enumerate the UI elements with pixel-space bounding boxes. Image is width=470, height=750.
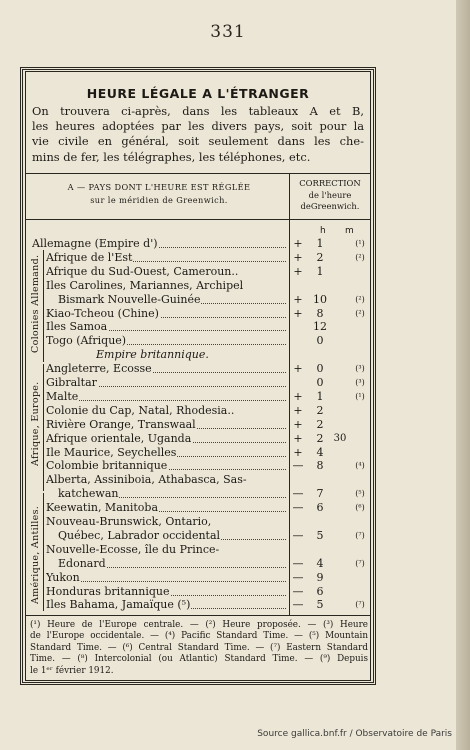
note-value: (⁴) [355,461,365,471]
footnote-line: de l'Europe occidentale. — (⁴) Pacific Standard Time. — (⁵) Mountain [30,631,368,642]
page-title: HEURE LÉGALE A L'ÉTRANGER [86,86,310,101]
country-label: Ile Maurice, Seychelles [46,445,177,459]
sign-value: — [292,459,304,473]
sign-value: + [293,431,303,445]
hours-value: 8 [316,306,324,320]
footnote-line: (¹) Heure de l'Europe centrale. — (²) Heure proposée. — (³) Heure [30,620,368,630]
country-label: Nouvelle-Ecosse, île du Prince- [46,542,220,556]
sign-value: — [292,528,304,542]
column-b-header-line: deGreenwich. [300,201,360,211]
sign-value: — [292,584,304,598]
sign-value: + [293,362,303,376]
group-bracket-colonies [43,249,44,362]
hours-value: 0 [316,362,324,376]
note-value: (⁷) [355,558,365,568]
sign-value: + [293,403,303,417]
sign-value: + [293,417,303,431]
hours-value: 9 [316,570,324,584]
country-label: Afrique du Sud-Ouest, Cameroun.. [46,264,239,278]
country-label: Alberta, Assiniboia, Athabasca, Sas- [46,473,247,487]
sign-value: — [292,487,304,501]
sign-value: — [292,598,304,612]
intro-line: mins de fer, les télégraphes, les téléphones, etc. [32,149,311,164]
side-label-afrique: Afrique, Europe. [30,381,41,466]
hours-value: 4 [316,556,324,570]
note-value: (⁷) [355,600,365,610]
country-label: Malte [46,389,79,403]
hours-value: 4 [316,445,324,459]
country-label: Gibraltar [46,376,97,389]
country-label: Colombie britannique [46,459,168,473]
minutes-unit-label: m [345,226,354,236]
country-label: Iles Bahama, Jamaïque (⁵) [46,598,191,612]
sign-value: + [293,292,303,306]
footnotes [30,620,368,677]
column-divider [289,173,290,615]
page-edge [456,0,470,750]
hours-value: 0 [316,376,324,389]
table-row [46,597,286,613]
group-bracket-afrique [43,364,44,491]
footnote-line: Standard Time. — (⁶) Central Standard Time. — (⁷) Eastern Standard [30,642,368,653]
hours-value: 1 [316,237,324,250]
country-label: Iles Carolines, Mariannes, Archipel [46,278,244,292]
intro-line: On trouvera ci-après, dans les tableaux A et B, [32,104,364,118]
country-label: Togo (Afrique) [46,334,127,348]
note-value: (³) [355,364,365,374]
note-value: (⁶) [355,503,365,513]
column-a-header-line: sur le méridien de Greenwich. [90,195,228,205]
country-label: Afrique de l'Est [46,250,133,264]
intro-line: les heures adoptées par les divers pays, soit pour la [32,119,364,134]
table-top-rule [25,173,371,174]
page-number: 331 [210,22,246,42]
country-label: Honduras britannique [46,584,170,598]
sign-value: + [293,237,303,250]
sign-value: + [293,306,303,320]
footnote-line: le 1ᵉʳ février 1912. [30,665,114,676]
hours-value: 0 [316,334,324,348]
country-label: Rivière Orange, Transwaal [46,417,196,431]
header-rule [25,219,371,220]
note-value: (²) [355,308,365,318]
country-label: katchewan [58,487,119,501]
country-label: Bismark Nouvelle-Guinée [58,292,201,306]
hours-value: 6 [316,501,324,515]
hours-value: 2 [316,403,324,417]
column-b-header-line: CORRECTION [299,178,361,188]
country-label: Kiao-Tcheou (Chine) [46,306,159,320]
note-value: (³) [355,378,365,387]
group-bracket-amerique [43,493,44,611]
intro-paragraph [32,104,364,165]
hours-value: 5 [316,528,324,542]
side-label-amerique: Amérique, Antilles. [30,505,41,604]
country-label: Edonard [58,556,106,570]
column-a-header [32,181,286,207]
note-value: (⁷) [355,530,365,540]
hours-value: 1 [316,389,324,403]
dot-leader [46,400,286,401]
hours-unit-label: h [320,226,326,236]
country-label: Nouveau-Brunswick, Ontario, [46,515,212,528]
hours-value: 8 [316,459,324,473]
hours-value: 7 [316,487,324,501]
note-value: (¹) [355,239,365,248]
note-value: (⁵) [355,489,365,499]
country-label: Keewatin, Manitoba [46,501,158,515]
note-value: (¹) [355,391,365,401]
sign-value: — [292,556,304,570]
country-label: Allemagne (Empire d') [32,237,158,250]
country-label: Empire britannique. [96,348,209,362]
hours-value: 2 [316,417,324,431]
sign-value: — [292,570,304,584]
country-label: Yukon [46,570,80,584]
footnote-line: Time. — (⁸) Intercolonial (ou Atlantic) Standard Time. — (⁹) Depuis [30,654,368,665]
hours-value: 2 [316,431,324,445]
column-b-header [290,178,370,213]
intro-line: vie civile en général, soit seulement dans les che- [32,134,364,149]
note-value: (²) [355,294,365,304]
hours-value: 10 [313,292,327,306]
hours-value: 6 [316,584,324,598]
hours-value: 12 [313,320,327,334]
sign-value: + [293,445,303,459]
hours-value: 1 [316,264,324,278]
side-label-colonies: Colonies Allemand. [30,254,41,353]
country-label: Afrique orientale, Uganda [46,431,192,445]
country-label: Québec, Labrador occidental [58,528,221,542]
sign-value: + [293,250,303,264]
dot-leader [46,581,286,582]
country-label: Iles Samoa [46,320,108,334]
sign-value: + [293,264,303,278]
source-credit: Source gallica.bnf.fr / Observatoire de Paris [257,729,452,739]
hours-value: 5 [316,598,324,612]
sign-value: — [292,501,304,515]
note-value: (²) [355,252,365,262]
country-label: Angleterre, Ecosse [46,362,152,376]
sign-value: + [293,389,303,403]
column-a-header-line: A — PAYS DONT L'HEURE EST RÉGLÉE [67,182,251,192]
minutes-value: 30 [333,432,347,444]
column-b-header-line: de l'heure [308,189,352,200]
table-bottom-rule [25,615,371,616]
hours-value: 2 [316,250,324,264]
correction-cell [292,597,370,613]
country-label: Colonie du Cap, Natal, Rhodesia.. [46,403,235,417]
